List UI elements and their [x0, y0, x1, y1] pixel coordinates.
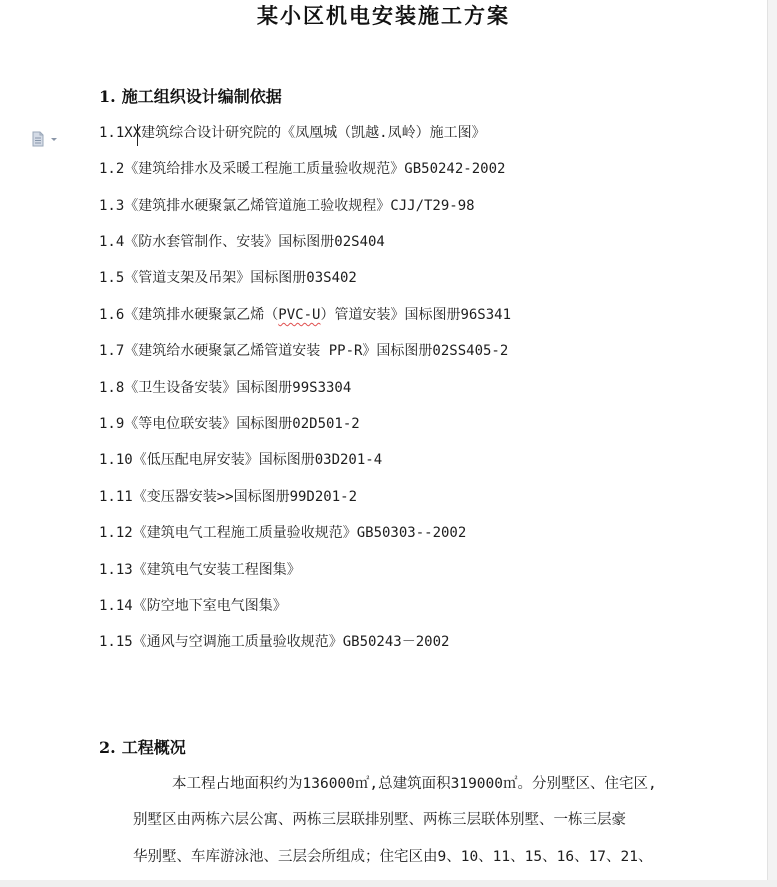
- paragraph-line: 华别墅、车库游泳池、三层会所组成；住宅区由9、10、11、15、16、17、21、: [133, 849, 653, 865]
- section-1-heading: [99, 86, 282, 108]
- section-1-number: 1.: [99, 87, 116, 106]
- chevron-down-icon: [51, 138, 57, 141]
- paragraph-line: 本工程占地面积约为136000㎡,总建筑面积319000㎡。分别墅区、住宅区,: [172, 776, 657, 792]
- page-title: 某小区机电安装施工方案: [257, 3, 510, 28]
- section-2-number: 2.: [99, 738, 116, 757]
- list-item: 1.15《通风与空调施工质量验收规范》GB50243－2002: [99, 634, 450, 650]
- list-item: 1.3《建筑排水硬聚氯乙烯管道施工验收规程》CJJ/T29-98: [99, 198, 475, 214]
- list-item: 1.4《防水套管制作、安装》国标图册02S404: [99, 234, 385, 250]
- list-item: 1.5《管道支架及吊架》国标图册03S402: [99, 270, 357, 286]
- list-item: 1.14《防空地下室电气图集》: [99, 598, 287, 614]
- document-icon: [31, 131, 61, 147]
- list-item: 1.6《建筑排水硬聚氯乙烯（PVC-U）管道安装》国标图册96S341: [99, 307, 512, 323]
- section-1-title: 施工组织设计编制依据: [121, 87, 282, 106]
- section-2-heading: [99, 737, 186, 759]
- paragraph-line: 别墅区由两栋六层公寓、两栋三层联排别墅、两栋三层联体别墅、一栋三层豪: [133, 812, 626, 828]
- list-item: 1.8《卫生设备安装》国标图册99S3304: [99, 380, 352, 396]
- spellcheck-underline: PVC-U: [278, 307, 321, 323]
- section-2-title: 工程概况: [121, 738, 186, 757]
- list-item: 1.1XX建筑综合设计研究院的《凤凰城（凯越.凤岭）施工图》: [99, 125, 486, 141]
- list-item: 1.9《等电位联安装》国标图册02D501-2: [99, 416, 360, 432]
- list-item: 1.13《建筑电气安装工程图集》: [99, 562, 301, 578]
- list-item: 1.11《变压器安装>>国标图册99D201-2: [99, 489, 358, 505]
- list-item: 1.7《建筑给水硬聚氯乙烯管道安装 PP-R》国标图册02SS405-2: [99, 343, 509, 359]
- window-edge: [767, 0, 777, 887]
- bottom-bar: [0, 880, 777, 887]
- list-item: 1.12《建筑电气工程施工质量验收规范》GB50303--2002: [99, 525, 467, 541]
- list-item: 1.2《建筑给排水及采暖工程施工质量验收规范》GB50242-2002: [99, 161, 506, 177]
- paste-options-button[interactable]: [31, 131, 61, 147]
- list-item: 1.10《低压配电屏安装》国标图册03D201-4: [99, 452, 383, 468]
